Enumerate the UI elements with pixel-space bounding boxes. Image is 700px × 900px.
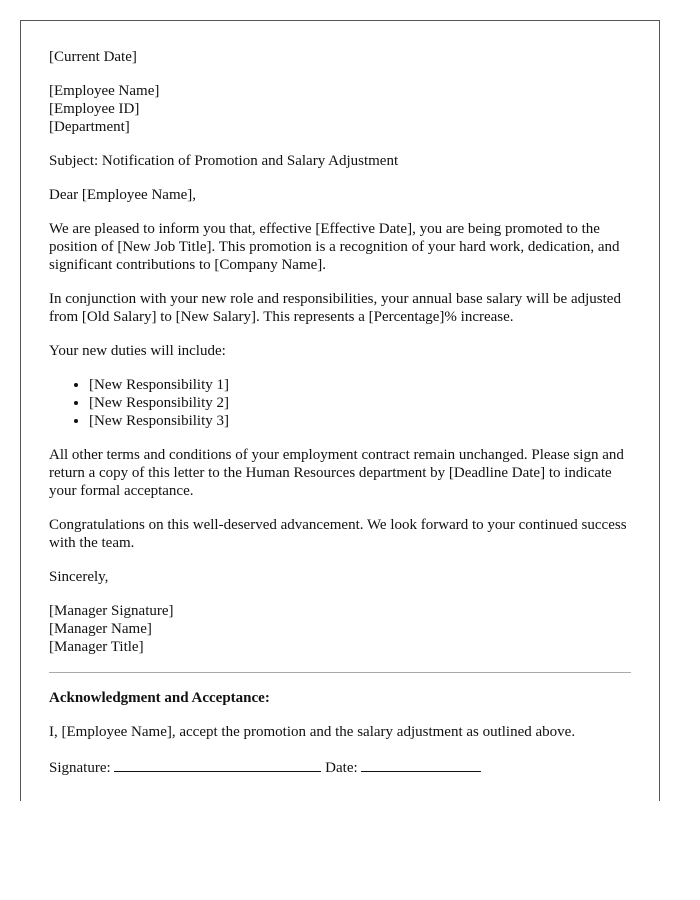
list-item: • [New Responsibility 2] — [89, 394, 631, 412]
employee-name: [Employee Name] — [49, 83, 160, 99]
manager-title: [Manager Title] — [49, 639, 144, 655]
employee-id: [Employee ID] — [49, 101, 140, 117]
signature-label: Signature: — [49, 760, 111, 776]
duties-intro: Your new duties will include: — [49, 343, 226, 359]
congratulations-paragraph: Congratulations on this well-deserved advancement. We look forward to your continued success with the team. — [49, 517, 627, 551]
signature-date-line — [49, 757, 631, 777]
manager-name: [Manager Name] — [49, 621, 152, 637]
date-blank[interactable] — [361, 757, 481, 772]
signature-blank[interactable] — [114, 757, 321, 772]
promotion-paragraph: We are pleased to inform you that, effective [Effective Date], you are being promoted to the position of [New Job Title]. This promotion is a recognition of your hard work, dedication, and significant contributions to [Company Name]. — [49, 221, 620, 273]
current-date: [Current Date] — [49, 49, 137, 65]
manager-signature-block — [49, 602, 631, 656]
department: [Department] — [49, 119, 130, 135]
salutation: Dear [Employee Name], — [49, 187, 197, 203]
terms-paragraph: All other terms and conditions of your employment contract remain unchanged. Please sign and return a copy of this letter to the Human Resources department by [Deadline Date] to indicate your formal acceptance. — [49, 447, 624, 499]
letter-page — [20, 20, 660, 801]
list-item: • [New Responsibility 3] — [89, 412, 631, 430]
list-item: • [New Responsibility 1] — [89, 376, 631, 394]
acknowledgment-heading: Acknowledgment and Acceptance: — [49, 690, 270, 706]
acknowledgment-statement: I, [Employee Name], accept the promotion and the salary adjustment as outlined above. — [49, 724, 576, 740]
manager-signature: [Manager Signature] — [49, 603, 174, 619]
subject-line: Subject: Notification of Promotion and Salary Adjustment — [49, 153, 399, 169]
responsibilities-list — [49, 376, 631, 430]
section-divider — [49, 672, 631, 673]
recipient-address-block — [49, 82, 631, 136]
date-label: Date: — [325, 760, 358, 776]
closing: Sincerely, — [49, 569, 109, 585]
salary-paragraph: In conjunction with your new role and responsibilities, your annual base salary will be adjusted from [Old Salary] to [New Salary]. This represents a [Percentage]% increase. — [49, 291, 621, 325]
